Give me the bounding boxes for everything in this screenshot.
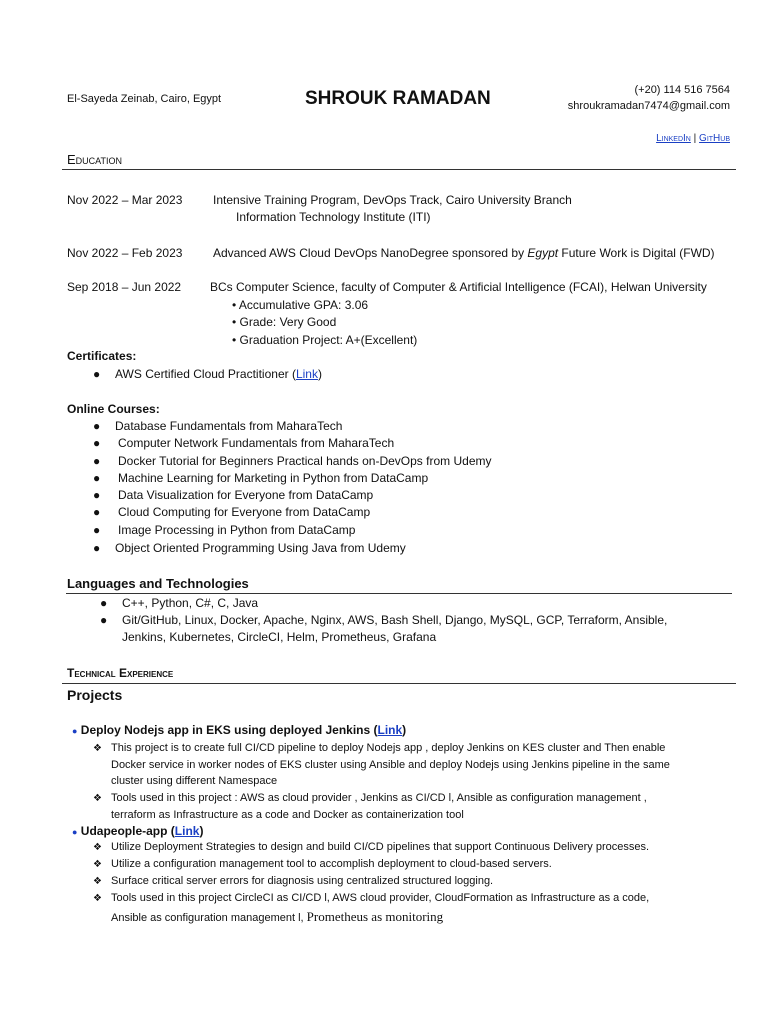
course-item: ● Image Processing in Python from DataCamp — [93, 523, 356, 537]
project-1-point-cont: cluster using different Namespace — [111, 775, 278, 787]
projects-heading: Projects — [67, 687, 123, 703]
project-1-point-cont: terraform as Infrastructure as a code and Docker as containerization tool — [111, 809, 464, 821]
links-separator: | — [693, 133, 697, 144]
courses-heading: Online Courses: — [67, 402, 160, 416]
course-item: ● Cloud Computing for Everyone from DataCamp — [93, 505, 371, 519]
project-2-point: ❖ Surface critical server errors for diagnosis using centralized structured logging. — [93, 875, 494, 887]
education-heading: Education — [67, 152, 123, 167]
edu-3-bullet-gpa: • Accumulative GPA: 3.06 — [232, 298, 369, 312]
edu-1-institute: Information Technology Institute (ITI) — [236, 210, 431, 224]
course-item: ● Object Oriented Programming Using Java from Udemy — [93, 541, 406, 555]
project-1-point-cont: Docker service in worker nodes of EKS cluster using Ansible and deploy Nodejs using Jenkins pipeline in the same — [111, 759, 670, 771]
certificates-heading: Certificates: — [67, 349, 137, 363]
course-item: ● Data Visualization for Everyone from DataCamp — [93, 488, 374, 502]
project-1-point: ❖ This project is to create full CI/CD pipeline to deploy Nodejs app , deploy Jenkins on KES cluster and Then enable — [93, 742, 666, 754]
languages-line: ● C++, Python, C#, C, Java — [100, 596, 259, 610]
edu-3-dates: Sep 2018 – Jun 2022 — [67, 280, 182, 294]
course-item: ● Computer Network Fundamentals from MaharaTech — [93, 436, 395, 450]
course-item: ● Database Fundamentals from MaharaTech — [93, 419, 343, 433]
project-2-point: ❖ Utilize a configuration management tool to accomplish deployment to cloud-based servers. — [93, 858, 552, 870]
edu-2-dates: Nov 2022 – Feb 2023 — [67, 246, 183, 260]
project-2-title: ● Udapeople-app (Link) — [72, 824, 204, 838]
phone: (+20) 114 516 7564 — [634, 84, 730, 96]
technologies-line: ● Git/GitHub, Linux, Docker, Apache, Nginx, AWS, Bash Shell, Django, MySQL, GCP, Terraform, Ansible, — [100, 613, 668, 627]
course-item: ● Docker Tutorial for Beginners Practical hands on-DevOps from Udemy — [93, 454, 492, 468]
github-link[interactable]: GitHub — [699, 133, 730, 144]
certificate-link[interactable]: Link — [295, 367, 318, 381]
certificate-item: ● AWS Certified Cloud Practitioner (Link) — [93, 367, 322, 381]
course-item: ● Machine Learning for Marketing in Python from DataCamp — [93, 471, 429, 485]
profile-links — [656, 133, 730, 144]
languages-rule — [66, 593, 732, 594]
project-2-point: ❖ Utilize Deployment Strategies to design and build CI/CD pipelines that support Continuous Delivery processes. — [93, 841, 650, 853]
education-rule — [62, 169, 736, 170]
project-1-point: ❖ Tools used in this project : AWS as cloud provider , Jenkins as CI/CD l, Ansible as configuration management , — [93, 792, 647, 804]
project-1-link[interactable]: Link — [377, 723, 403, 737]
edu-1-title: Intensive Training Program, DevOps Track, Cairo University Branch — [213, 193, 572, 207]
project-1-title: ● Deploy Nodejs app in EKS using deployed Jenkins (Link) — [72, 723, 407, 737]
address: El-Sayeda Zeinab, Cairo, Egypt — [67, 93, 222, 105]
candidate-name: SHROUK RAMADAN — [305, 88, 491, 109]
experience-heading: Technical Experience — [67, 666, 174, 680]
edu-1-dates: Nov 2022 – Mar 2023 — [67, 193, 183, 207]
technologies-line-cont: Jenkins, Kubernetes, CircleCI, Helm, Prometheus, Grafana — [122, 630, 437, 644]
edu-2-title: Advanced AWS Cloud DevOps NanoDegree sponsored by Egypt Future Work is Digital (FWD) — [213, 246, 715, 260]
languages-heading: Languages and Technologies — [67, 576, 249, 591]
linkedin-link[interactable]: LinkedIn — [656, 133, 691, 144]
project-2-point: ❖ Tools used in this project CircleCI as CI/CD l, AWS cloud provider, CloudFormation as Infrastructure as a code, — [93, 892, 650, 904]
email[interactable]: shroukramadan7474@gmail.com — [567, 100, 730, 112]
edu-3-title: BCs Computer Science, faculty of Computer & Artificial Intelligence (FCAI), Helwan University — [210, 280, 707, 294]
project-2-link[interactable]: Link — [174, 824, 200, 838]
edu-3-bullet-grade: • Grade: Very Good — [232, 315, 337, 329]
experience-rule — [62, 683, 736, 684]
project-2-point-cont: Ansible as configuration management l, Prometheus as monitoring — [111, 909, 444, 924]
edu-3-bullet-project: • Graduation Project: A+(Excellent) — [232, 333, 418, 347]
